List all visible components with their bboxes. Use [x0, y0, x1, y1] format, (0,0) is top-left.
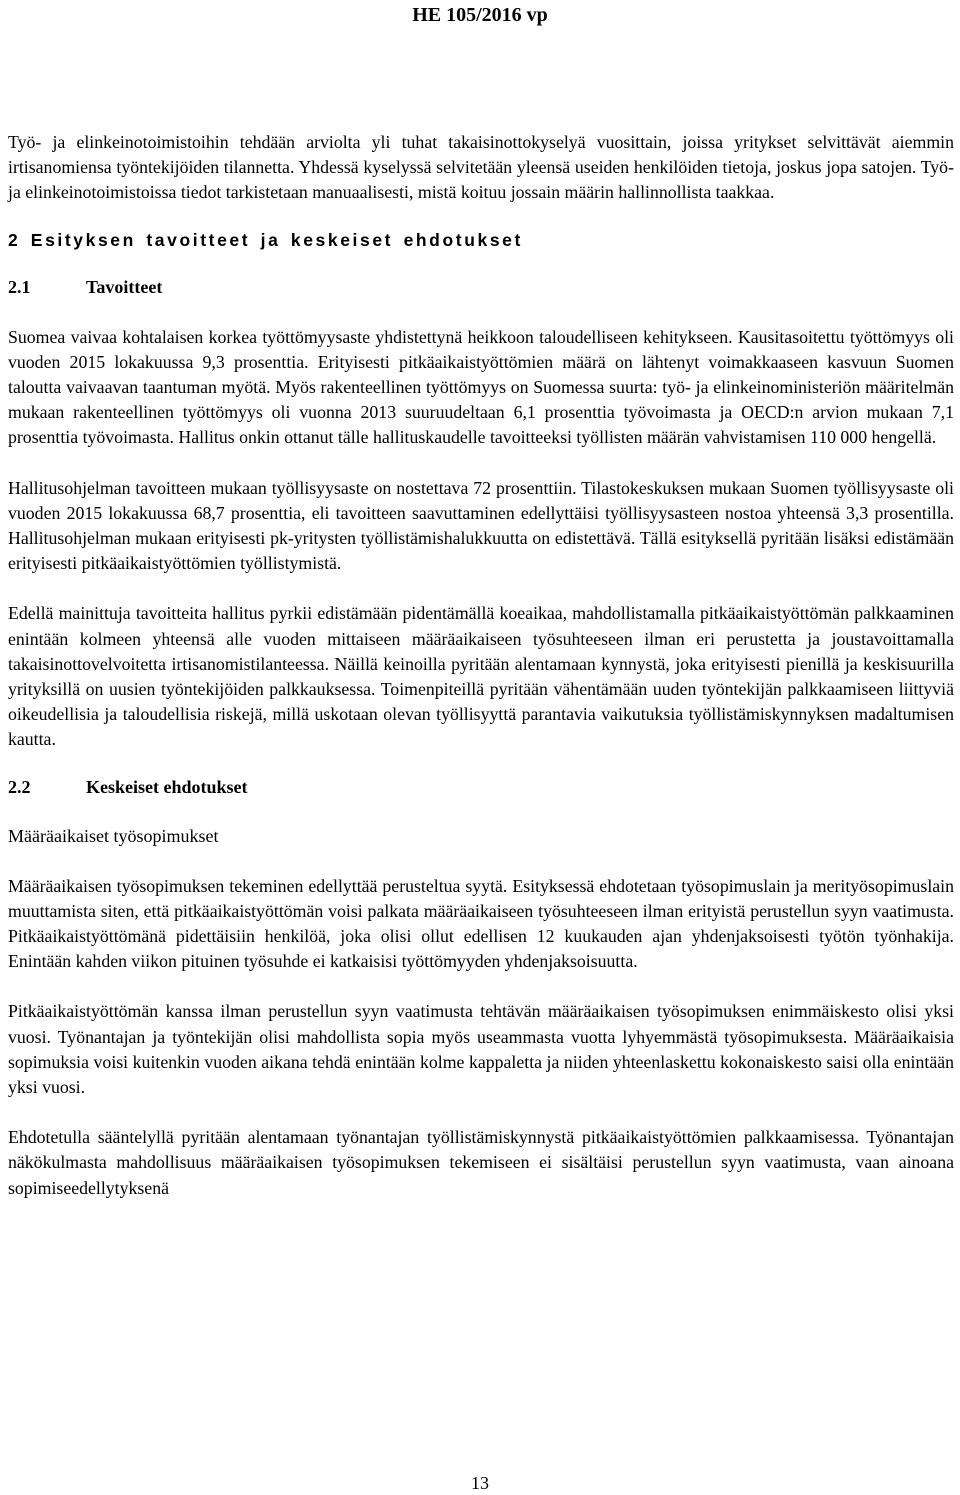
paragraph: Ehdotetulla sääntelyllä pyritään alentamaan työnantajan työllistämiskynnystä pitkäaikaistyöttömien palkkaamisessa. Työnantajan näkökulmasta mahdollisuus määräaikaisen työsopimuksen tekemiseen ei sisältäisi perustellun syyn vaatimusta, vaan ainoana sopimiseedellytyksenä: [8, 1127, 954, 1198]
paragraph: Suomea vaivaa kohtalaisen korkea työttömyysaste yhdistettynä heikkoon taloudelliseen kehitykseen. Kausitasoitettu työttömyys oli vuoden 2015 lokakuussa 9,3 prosenttia. Erityisesti pitkäaikaistyöttömien määrä on lähtenyt voimakkaaseen kasvuun Suomen taloutta vaivaavan taantuman myötä. Myös rakenteellinen työttömyys on Suomessa suurta: työ- ja elinkeinoministeriön määritelmän mukaan rakenteellinen työttömyys oli vuonna 2013 suuruudeltaan 6,1 prosenttia työvoimasta ja OECD:n arvion mukaan 7,1 prosenttia työvoimasta. Hallitus onkin ottanut tälle hallituskaudelle tavoitteeksi työllisten määrän vahvistamisen 110 000 hengellä.: [8, 326, 954, 448]
subsection-heading-2-1: [8, 275, 954, 300]
document-body: [8, 130, 954, 1201]
section-number: 2.2: [8, 776, 31, 797]
paragraph: Pitkäaikaistyöttömän kanssa ilman perustellun syyn vaatimusta tehtävän määräaikaisen työsopimuksen enimmäiskesto olisi yksi vuosi. Työnantajan ja työntekijän olisi mahdollista sopia myös useammasta vuotta lyhyemmästä työsopimuksesta. Määräaikaisia sopimuksia voisi kuitenkin vuoden aikana tehdä enintään kolme kappaletta ja niiden yhteenlaskettu kokonaiskesto saisi olla enintään yksi vuosi.: [8, 1001, 954, 1098]
section-title: Keskeiset ehdotukset: [86, 776, 248, 797]
document-header: HE 105/2016 vp: [412, 4, 548, 26]
subsection-heading-2-2: [8, 775, 954, 800]
paragraph: Määräaikaisen työsopimuksen tekeminen edellyttää perusteltua syytä. Esityksessä ehdotetaan työsopimuslain ja merityösopimuslain muuttamista siten, että pitkäaikaistyöttömän voisi palkata määräaikaiseen työsuhteeseen ilman erityistä perustellun syyn vaatimusta. Pitkäaikaistyöttömänä pidettäisiin henkilöä, joka olisi ollut edellisen 12 kuukauden ajan yhdenjaksoisesti työtön työnhakija. Enintään kahden viikon pituinen työsuhde ei katkaisisi työttömyyden yhdenjaksoisuutta.: [8, 875, 954, 972]
section-number: 2.1: [8, 276, 31, 297]
paragraph: Edellä mainittuja tavoitteita hallitus pyrkii edistämään pidentämällä koeaikaa, mahdollistamalla pitkäaikaistyöttömän palkkaaminen enintään kolmeen yhteensä alle vuoden mittaiseen määräaikaiseen työsuhteeseen ilman eri perustetta ja joustavoittamalla takaisinottovelvoitetta irtisanomistilanteessa. Näillä keinoilla pyritään alentamaan kynnystä, joka erityisesti pienillä ja keskisuurilla yrityksillä on uusien työntekijöiden palkkauksessa. Toimenpiteillä pyritään vähentämään uuden työntekijän palkkaamiseen liittyviä oikeudellisia ja taloudellisia riskejä, millä uskotaan olevan työllisyyttä parantavia vaikutuksia työllistämiskynnyksen madaltumisen kautta.: [8, 603, 954, 750]
paragraph: Työ- ja elinkeinotoimistoihin tehdään arviolta yli tuhat takaisinottokyselyä vuosittain, joissa yritykset selvittävät aiemmin irtisanomiensa työntekijöiden tilannetta. Yhdessä kyselyssä selvitetään yleensä useiden henkilöiden tietoja, joskus jopa satojen. Työ- ja elinkeinotoimistoissa tiedot tarkistetaan manuaalisesti, mistä koituu jossain määrin hallinnollista taakkaa.: [8, 132, 954, 203]
section-title: Tavoitteet: [86, 276, 163, 297]
page-number: 13: [471, 1473, 489, 1493]
subheading: Määräaikaiset työsopimukset: [8, 825, 219, 846]
paragraph: Hallitusohjelman tavoitteen mukaan työllisyysaste on nostettava 72 prosenttiin. Tilastokeskuksen mukaan Suomen työllisyysaste oli vuoden 2015 lokakuussa 68,7 prosenttia, eli tavoitteen saavuttaminen edellyttäisi työllisyysasteen nostoa yhteensä 3,3 prosentilla. Hallitusohjelman mukaan erityisesti pk-yritysten työllistämishalukkuutta on edistettävä. Tällä esityksellä pyritään lisäksi edistämään erityisesti pitkäaikaistyöttömien työllistymistä.: [8, 477, 954, 574]
section-heading: 2 Esityksen tavoitteet ja keskeiset ehdotukset: [8, 229, 523, 250]
